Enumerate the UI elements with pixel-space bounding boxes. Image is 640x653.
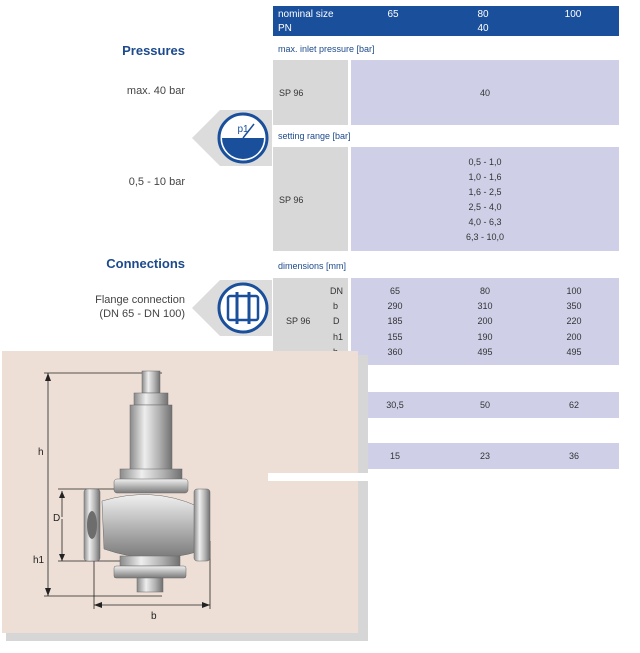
dim-label-h1: h1 — [333, 332, 344, 342]
dim-h1-80: 190 — [477, 332, 493, 342]
pn-value: 40 — [477, 23, 489, 34]
dimensions-model: SP 96 — [286, 316, 311, 326]
pn-label: PN — [278, 23, 292, 34]
dim-d-100: 220 — [566, 316, 582, 326]
dim-h-65: 360 — [387, 347, 403, 357]
size-100: 100 — [564, 9, 582, 20]
connections-title: Connections — [106, 256, 185, 271]
weight-100: 62 — [568, 400, 579, 410]
label-b: b — [151, 611, 157, 622]
setting-range-6: 6,3 - 10,0 — [465, 232, 505, 242]
inlet-model: SP 96 — [279, 88, 304, 98]
setting-range-text: 0,5 - 10 bar — [128, 176, 185, 188]
label-d: D — [53, 513, 61, 524]
dim-label-b: b — [333, 301, 339, 311]
inlet-pressure-title: max. inlet pressure [bar] — [278, 44, 375, 54]
dim-dn-80: 80 — [479, 286, 490, 296]
dim-h-100: 495 — [566, 347, 582, 357]
pressure-gauge-icon — [192, 108, 272, 168]
flange-connection-text: Flange connection — [95, 294, 185, 306]
dim-h1-100: 200 — [566, 332, 582, 342]
dim-b-80: 310 — [477, 301, 493, 311]
setting-range-2: 1,0 - 1,6 — [468, 172, 502, 182]
label-h1: h1 — [33, 555, 45, 566]
nominal-size-label: nominal size — [278, 9, 334, 20]
kvs-80: 23 — [479, 451, 490, 461]
label-h: h — [38, 447, 44, 458]
size-80: 80 — [477, 9, 489, 20]
dim-d-80: 200 — [477, 316, 493, 326]
dim-b-65: 290 — [387, 301, 403, 311]
pressure-icon-label: p1 — [237, 124, 249, 135]
dim-d-65: 185 — [387, 316, 403, 326]
dim-b-100: 350 — [566, 301, 582, 311]
setting-model: SP 96 — [279, 195, 304, 205]
setting-range-1: 0,5 - 1,0 — [468, 157, 502, 167]
dim-label-d: D — [333, 316, 340, 326]
dim-h-80: 495 — [477, 347, 493, 357]
setting-range-5: 4,0 - 6,3 — [468, 217, 502, 227]
dim-dn-100: 100 — [566, 286, 582, 296]
flange-connection-icon — [192, 278, 272, 338]
pressures-title: Pressures — [122, 43, 185, 58]
table-header — [273, 6, 619, 36]
dim-dn-65: 65 — [389, 286, 400, 296]
dimensions-title: dimensions [mm] — [278, 261, 347, 271]
dim-label-dn: DN — [330, 286, 343, 296]
valve-illustration — [2, 351, 358, 633]
inlet-value: 40 — [479, 88, 490, 98]
setting-range-4: 2,5 - 4,0 — [468, 202, 502, 212]
setting-range-3: 1,6 - 2,5 — [468, 187, 502, 197]
kvs-100: 36 — [568, 451, 579, 461]
size-65: 65 — [387, 9, 399, 20]
flange-size-range-text: (DN 65 - DN 100) — [99, 308, 185, 320]
setting-range-title: setting range [bar] — [278, 131, 351, 141]
weight-80: 50 — [479, 400, 490, 410]
weight-65: 30,5 — [386, 400, 404, 410]
kvs-65: 15 — [389, 451, 400, 461]
dim-h1-65: 155 — [387, 332, 403, 342]
max-pressure-text: max. 40 bar — [126, 85, 185, 97]
